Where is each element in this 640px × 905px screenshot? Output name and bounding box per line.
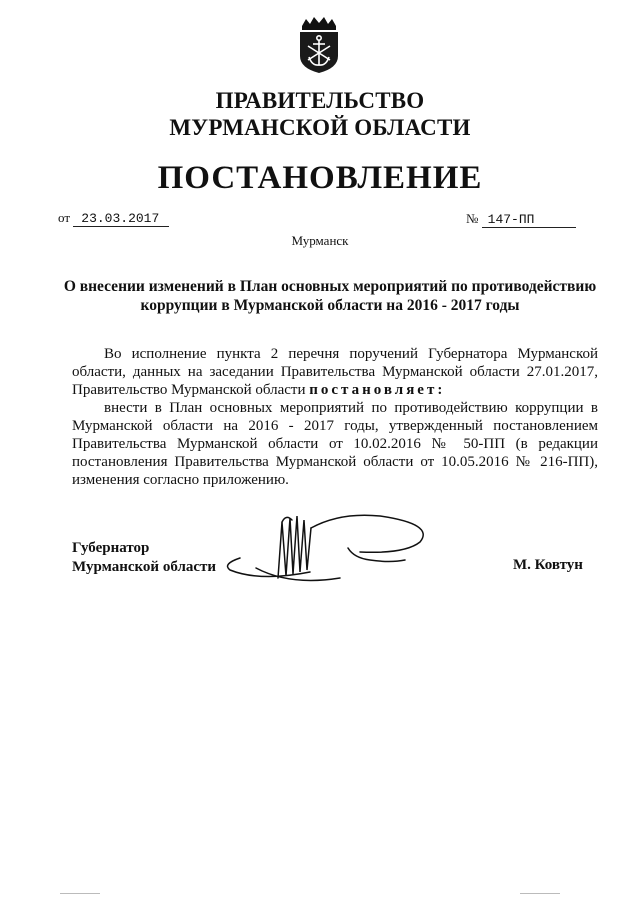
date-prefix: от [58,210,71,225]
position-line-1: Губернатор [72,540,150,556]
city: Мурманск [291,233,349,248]
document-number [466,211,576,228]
organization-line-2: МУРМАНСКОЙ ОБЛАСТИ [169,115,471,140]
date-value: 23.03.2017 [73,212,169,227]
subject-line-1: О внесении изменений в План основных мероприятий по противодействию [63,278,597,295]
position-line-2: Мурманской области [72,559,217,575]
signatory-position [72,539,216,577]
preamble-text: Во исполнение пункта 2 перечня поручений Губернатора Мурманской области, данных на заседании Правительства Мурманской области 27.01.2017, Правительство Мурманской области [72,346,598,398]
murmansk-coat-of-arms-icon [296,16,342,74]
body-paragraph-1 [72,345,598,399]
number-value: 147-ПП [482,213,576,228]
body-paragraph-2: внести в План основных мероприятий по противодействию коррупции в Мурманской области на 2016 - 2017 годы, утвержденный постановлением Правительства Мурманской области от 10.02.2016 № 50-ПП (в редакции постановления Правительства Мурманской области от 10.05.2016 № 216-ПП), изменения согласно приложению. [72,400,598,488]
decree-word: постановляет [309,382,438,398]
organization-line-1: ПРАВИТЕЛЬСТВО [215,88,425,113]
subject-line-2: коррупции в Мурманской области на 2016 - 2017 годы [140,297,520,314]
document-body [72,345,598,489]
document-subject [60,277,600,315]
footer-divider-left [60,893,100,894]
document-type-title: ПОСТАНОВЛЕНИЕ [157,160,483,196]
decree-colon: : [437,382,446,398]
footer-divider-right [520,893,560,894]
number-prefix: № [466,211,479,226]
organization-name [0,87,640,141]
document-date [58,210,169,227]
signatory-name: М. Ковтун [513,557,583,573]
handwritten-signature [220,508,440,592]
